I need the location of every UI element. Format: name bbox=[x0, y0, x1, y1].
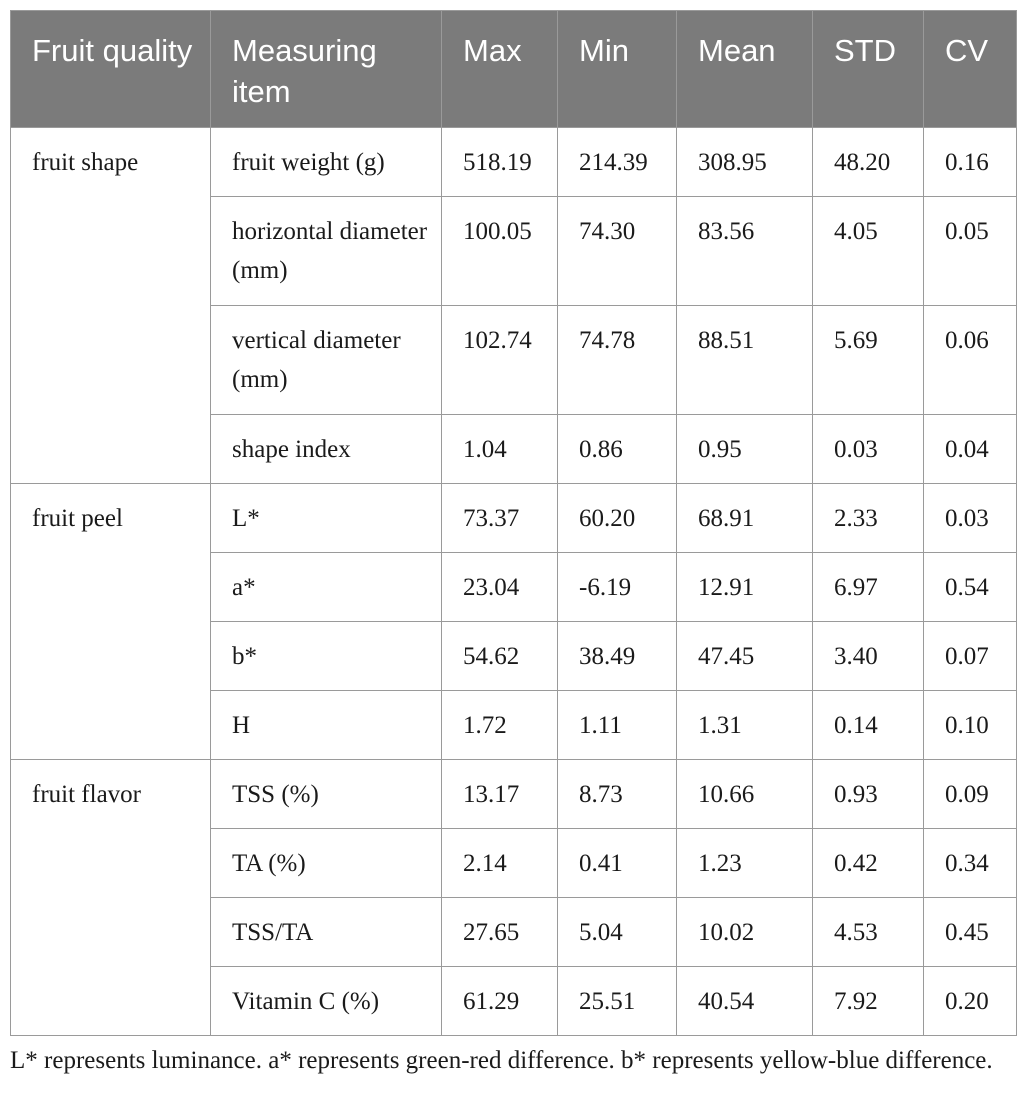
cell-std: 0.42 bbox=[813, 829, 924, 898]
cell-std: 0.03 bbox=[813, 415, 924, 484]
group-label-fruit-peel: fruit peel bbox=[11, 484, 211, 760]
cell-mean: 308.95 bbox=[677, 128, 813, 197]
cell-cv: 0.34 bbox=[924, 829, 1017, 898]
cell-cv: 0.07 bbox=[924, 622, 1017, 691]
cell-item: vertical diameter (mm) bbox=[211, 306, 442, 415]
table-row bbox=[11, 128, 1017, 197]
cell-std: 3.40 bbox=[813, 622, 924, 691]
table-row bbox=[11, 760, 1017, 829]
cell-std: 48.20 bbox=[813, 128, 924, 197]
cell-cv: 0.54 bbox=[924, 553, 1017, 622]
cell-min: 38.49 bbox=[558, 622, 677, 691]
cell-min: 74.78 bbox=[558, 306, 677, 415]
cell-min: 5.04 bbox=[558, 898, 677, 967]
data-table-container bbox=[10, 10, 1016, 1036]
cell-mean: 40.54 bbox=[677, 967, 813, 1036]
cell-max: 61.29 bbox=[442, 967, 558, 1036]
cell-mean: 83.56 bbox=[677, 197, 813, 306]
group-label-fruit-shape: fruit shape bbox=[11, 128, 211, 484]
fruit-quality-table bbox=[10, 10, 1017, 1036]
cell-mean: 10.66 bbox=[677, 760, 813, 829]
cell-mean: 68.91 bbox=[677, 484, 813, 553]
header-cv: CV bbox=[924, 11, 1017, 128]
cell-min: -6.19 bbox=[558, 553, 677, 622]
cell-max: 27.65 bbox=[442, 898, 558, 967]
cell-cv: 0.04 bbox=[924, 415, 1017, 484]
table-footnote: L* represents luminance. a* represents green-red difference. b* represents yellow-blue difference. bbox=[10, 1047, 993, 1074]
cell-item: H bbox=[211, 691, 442, 760]
table-row bbox=[11, 484, 1017, 553]
cell-max: 1.04 bbox=[442, 415, 558, 484]
cell-min: 0.86 bbox=[558, 415, 677, 484]
table-body bbox=[11, 128, 1017, 1036]
cell-max: 23.04 bbox=[442, 553, 558, 622]
header-measuring-item: Measuring item bbox=[211, 11, 442, 128]
cell-cv: 0.10 bbox=[924, 691, 1017, 760]
cell-std: 0.93 bbox=[813, 760, 924, 829]
cell-item: b* bbox=[211, 622, 442, 691]
cell-max: 102.74 bbox=[442, 306, 558, 415]
cell-mean: 47.45 bbox=[677, 622, 813, 691]
cell-cv: 0.09 bbox=[924, 760, 1017, 829]
header-fruit-quality: Fruit quality bbox=[11, 11, 211, 128]
cell-max: 1.72 bbox=[442, 691, 558, 760]
cell-min: 25.51 bbox=[558, 967, 677, 1036]
cell-cv: 0.05 bbox=[924, 197, 1017, 306]
cell-max: 13.17 bbox=[442, 760, 558, 829]
cell-std: 0.14 bbox=[813, 691, 924, 760]
cell-cv: 0.16 bbox=[924, 128, 1017, 197]
cell-item: horizontal diameter (mm) bbox=[211, 197, 442, 306]
header-std: STD bbox=[813, 11, 924, 128]
cell-item: L* bbox=[211, 484, 442, 553]
cell-mean: 0.95 bbox=[677, 415, 813, 484]
cell-std: 5.69 bbox=[813, 306, 924, 415]
header-row bbox=[11, 11, 1017, 128]
cell-min: 1.11 bbox=[558, 691, 677, 760]
cell-item: shape index bbox=[211, 415, 442, 484]
cell-cv: 0.03 bbox=[924, 484, 1017, 553]
cell-min: 8.73 bbox=[558, 760, 677, 829]
cell-mean: 12.91 bbox=[677, 553, 813, 622]
cell-max: 518.19 bbox=[442, 128, 558, 197]
cell-cv: 0.45 bbox=[924, 898, 1017, 967]
header-mean: Mean bbox=[677, 11, 813, 128]
cell-item: fruit weight (g) bbox=[211, 128, 442, 197]
cell-item: TSS (%) bbox=[211, 760, 442, 829]
cell-std: 7.92 bbox=[813, 967, 924, 1036]
cell-std: 6.97 bbox=[813, 553, 924, 622]
cell-item: TA (%) bbox=[211, 829, 442, 898]
cell-min: 0.41 bbox=[558, 829, 677, 898]
cell-cv: 0.20 bbox=[924, 967, 1017, 1036]
cell-std: 2.33 bbox=[813, 484, 924, 553]
cell-max: 2.14 bbox=[442, 829, 558, 898]
table-header bbox=[11, 11, 1017, 128]
cell-max: 54.62 bbox=[442, 622, 558, 691]
header-min: Min bbox=[558, 11, 677, 128]
cell-item: a* bbox=[211, 553, 442, 622]
cell-min: 214.39 bbox=[558, 128, 677, 197]
cell-mean: 1.31 bbox=[677, 691, 813, 760]
cell-max: 73.37 bbox=[442, 484, 558, 553]
cell-std: 4.05 bbox=[813, 197, 924, 306]
cell-item: TSS/TA bbox=[211, 898, 442, 967]
cell-cv: 0.06 bbox=[924, 306, 1017, 415]
group-label-fruit-flavor: fruit flavor bbox=[11, 760, 211, 1036]
header-max: Max bbox=[442, 11, 558, 128]
cell-item: Vitamin C (%) bbox=[211, 967, 442, 1036]
cell-min: 60.20 bbox=[558, 484, 677, 553]
cell-std: 4.53 bbox=[813, 898, 924, 967]
cell-mean: 88.51 bbox=[677, 306, 813, 415]
cell-mean: 1.23 bbox=[677, 829, 813, 898]
cell-max: 100.05 bbox=[442, 197, 558, 306]
cell-min: 74.30 bbox=[558, 197, 677, 306]
cell-mean: 10.02 bbox=[677, 898, 813, 967]
